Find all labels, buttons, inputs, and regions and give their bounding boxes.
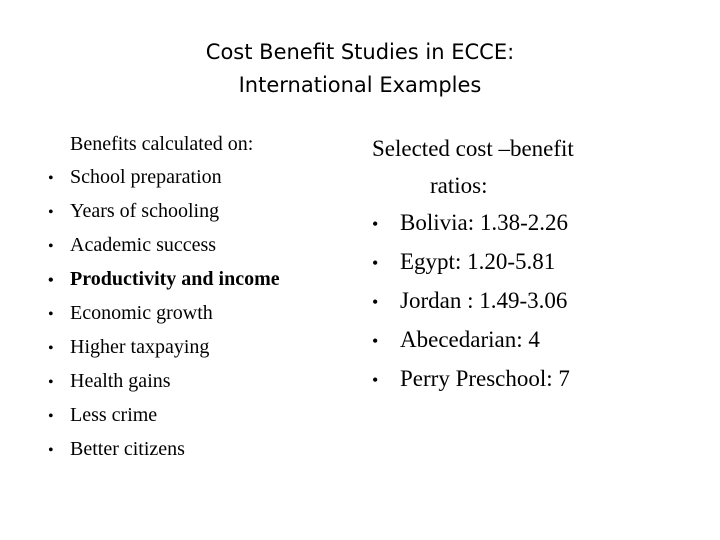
benefits-heading: Benefits calculated on: xyxy=(70,133,254,155)
ratio-item-label: Egypt: 1.20-5.81 xyxy=(400,249,556,274)
benefit-item-label: Health gains xyxy=(70,370,171,392)
benefit-item xyxy=(48,229,280,263)
benefit-item xyxy=(48,365,280,399)
slide-title xyxy=(0,36,720,102)
ratio-item-label: Jordan : 1.49-3.06 xyxy=(400,288,568,313)
benefit-item xyxy=(48,297,280,331)
benefit-item xyxy=(48,433,280,467)
bullet-icon: • xyxy=(48,238,54,255)
ratio-item-label: Abecedarian: 4 xyxy=(400,327,540,352)
ratios-heading-line-2: ratios: xyxy=(430,173,488,198)
benefit-item-label: Economic growth xyxy=(70,302,213,324)
benefit-item-label: Academic success xyxy=(70,234,217,256)
ratios-column xyxy=(372,130,574,399)
benefit-item-label: Better citizens xyxy=(70,438,185,460)
bullet-icon: • xyxy=(372,214,379,234)
bullet-icon: • xyxy=(372,331,379,351)
bullet-icon: • xyxy=(48,408,54,425)
benefit-item xyxy=(48,399,280,433)
benefit-item-label: Less crime xyxy=(70,404,158,426)
bullet-icon: • xyxy=(372,370,379,390)
title-line-2: International Examples xyxy=(238,73,482,97)
bullet-icon: • xyxy=(48,170,54,187)
title-line-1: Cost Benefit Studies in ECCE: xyxy=(205,40,515,64)
ratios-heading-line-1: Selected cost –benefit xyxy=(372,136,574,161)
benefit-item xyxy=(48,331,280,365)
bullet-icon: • xyxy=(48,306,54,323)
bullet-icon: • xyxy=(48,442,54,459)
benefit-item-label: Productivity and income xyxy=(70,268,280,290)
bullet-icon: • xyxy=(372,253,379,273)
bullet-icon: • xyxy=(48,374,54,391)
benefits-column xyxy=(48,128,280,467)
ratio-item xyxy=(372,204,574,243)
benefit-item xyxy=(48,195,280,229)
benefit-item-label: Higher taxpaying xyxy=(70,336,210,358)
bullet-icon: • xyxy=(372,292,379,312)
bullet-icon: • xyxy=(48,272,54,289)
ratio-item xyxy=(372,243,574,282)
bullet-icon: • xyxy=(48,340,54,357)
benefit-item-label: Years of schooling xyxy=(70,200,220,222)
ratio-item-label: Bolivia: 1.38-2.26 xyxy=(400,210,569,235)
ratio-item xyxy=(372,360,574,399)
benefit-item xyxy=(48,161,280,195)
bullet-icon: • xyxy=(48,204,54,221)
ratio-item xyxy=(372,321,574,360)
benefit-item-label: School preparation xyxy=(70,166,222,188)
ratio-item-label: Perry Preschool: 7 xyxy=(400,366,570,391)
benefit-item-highlighted xyxy=(48,263,280,297)
ratio-item xyxy=(372,282,574,321)
